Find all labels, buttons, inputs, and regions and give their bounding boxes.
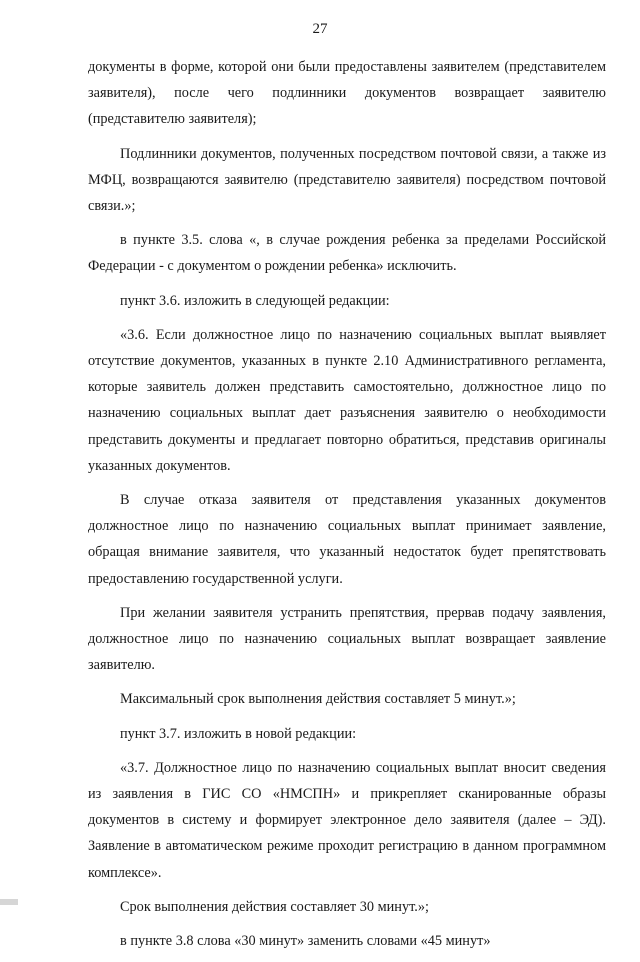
paragraph-documents-return: документы в форме, которой они были предоставлены заявителем (представителем заявителя), после чего подлинники документов возвращает заявителю (представителю заявителя); bbox=[88, 59, 606, 128]
paragraph-clause-3-7-intro: пункт 3.7. изложить в новой редакции: bbox=[120, 725, 357, 742]
paragraph-clause-3-5: в пункте 3.5. слова «, в случае рождения ребенка за пределами Российской Федерации - с документом о рождении ребенка» исключить. bbox=[88, 232, 606, 275]
page-number: 27 bbox=[312, 21, 328, 37]
paragraph-time-30: Срок выполнения действия составляет 30 минут.»; bbox=[120, 898, 429, 915]
paragraph-refusal-case: В случае отказа заявителя от представления указанных документов должностное лицо по назначению социальных выплат принимает заявление, обращая внимание заявителя, что указанный недостаток будет препятствовать предоставлению государственной услуги. bbox=[88, 492, 606, 587]
paragraph-max-time-5: Максимальный срок выполнения действия составляет 5 минут.»; bbox=[120, 691, 516, 708]
document-body bbox=[88, 54, 606, 962]
paragraph-mail-return: Подлинники документов, полученных посредством почтовой связи, а также из МФЦ, возвращаются заявителю (представителю заявителя) посредством почтовой связи.»; bbox=[88, 145, 606, 215]
paragraph-clause-3-6-text: «3.6. Если должностное лицо по назначению социальных выплат выявляет отсутствие документов, указанных в пункте 2.10 Административного регламента, которые заявитель должен представить самостоятельно, должностное лицо по назначению социальных выплат дает разъяснения заявителю о необходимости представить документы и предлагает повторно обратиться, представив оригиналы указанных документов. bbox=[88, 326, 606, 474]
paragraph-clause-3-8: в пункте 3.8 слова «30 минут» заменить словами «45 минут» bbox=[120, 933, 491, 950]
paragraph-clause-3-6-intro: пункт 3.6. изложить в следующей редакции: bbox=[120, 292, 390, 309]
scan-edge-mark bbox=[0, 899, 18, 905]
paragraph-obstacle-removal: При желании заявителя устранить препятствия, прервав подачу заявления, должностное лицо по назначению социальных выплат возвращает заявление заявителю. bbox=[88, 604, 606, 674]
paragraph-clause-3-7-text: «3.7. Должностное лицо по назначению социальных выплат вносит сведения из заявления в ГИС СО «НМСПН» и прикрепляет сканированные образы документов в систему и формирует электронное дело заявителя (далее – ЭД). Заявление в автоматическом режиме проходит регистрацию в данном программном комплексе». bbox=[88, 759, 606, 881]
